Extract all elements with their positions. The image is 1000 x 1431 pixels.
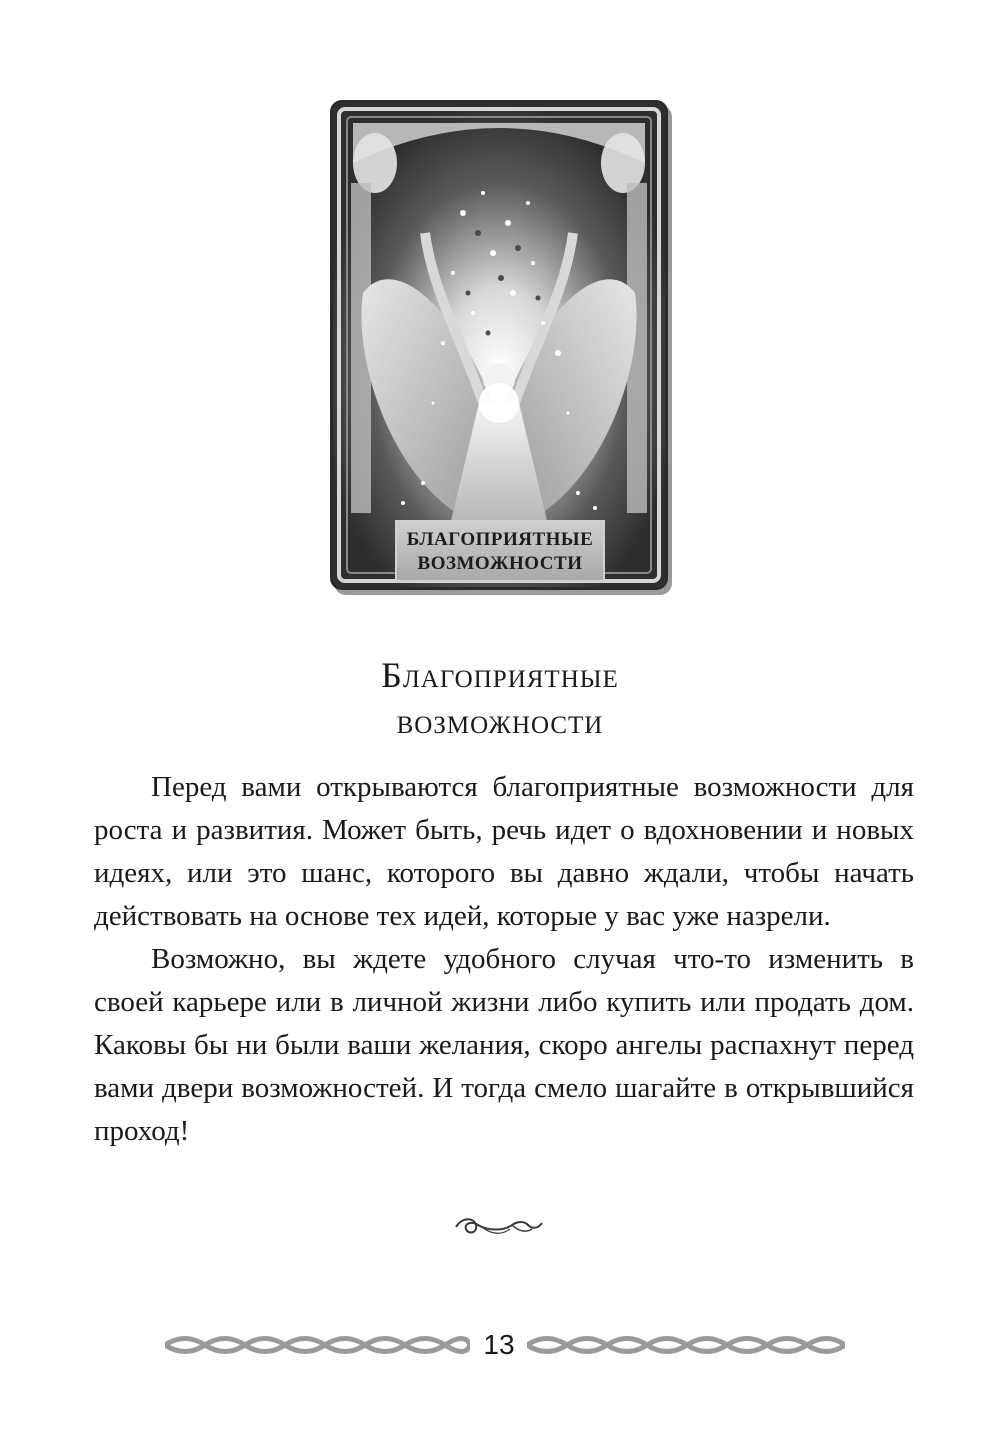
footer-ornament-left-icon <box>165 1330 470 1360</box>
body-text <box>94 766 914 1153</box>
page-title-line2: возможности <box>396 701 604 741</box>
flourish-ornament-icon <box>452 1213 546 1239</box>
page-title <box>0 652 1000 744</box>
page-title-line1: Благоприятные <box>381 655 619 695</box>
paragraph-2: Возможно, вы ждете удобного случая что-то изменить в своей карьере или в личной жизни либо купить или продать дом. Каковы бы ни были ваши желания, скоро ангелы распахнут перед вами двери возможностей. И тогда смело шагайте в открывшийся проход! <box>94 943 914 1147</box>
paragraph-1: Перед вами открываются благоприятные возможности для роста и развития. Может быть, речь идет о вдохновении и новых идеях, или это шанс, которого вы давно ждали, чтобы начать действовать на основе тех идей, которые у вас уже назрели. <box>94 771 914 932</box>
angel-illustration <box>333 103 665 587</box>
footer-ornament-right-icon <box>527 1330 845 1360</box>
page-number: 13 <box>483 1329 515 1360</box>
card-title-line1: БЛАГОПРИЯТНЫЕ <box>406 529 594 550</box>
card-title-plate <box>395 520 605 582</box>
card-title-line2: ВОЗМОЖНОСТИ <box>417 553 583 574</box>
angel-card-image <box>330 100 668 590</box>
